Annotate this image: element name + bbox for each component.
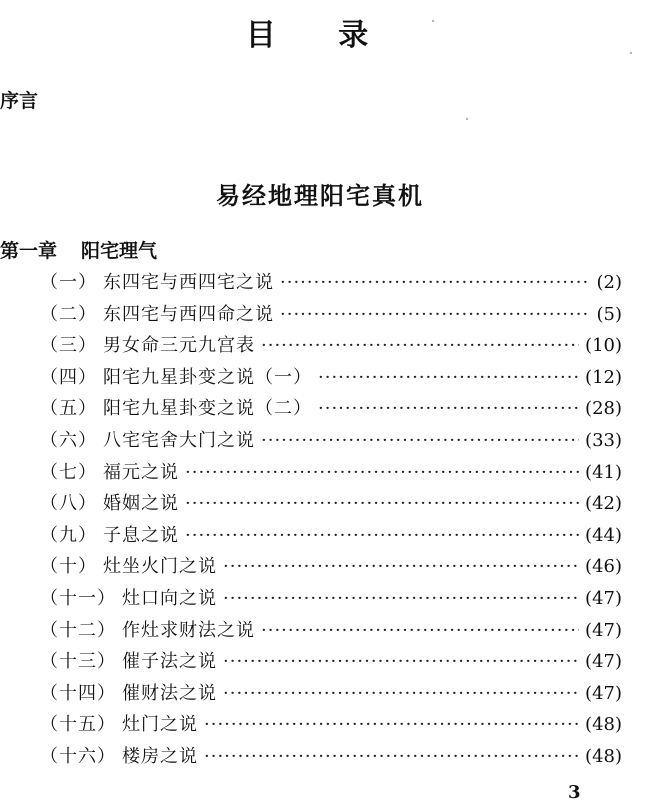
chapter-heading [0, 236, 157, 263]
toc-entry-number: （一） [40, 272, 97, 293]
toc-entry-page: (12) [585, 366, 622, 388]
toc-entry-title: 八宅宅舍大门之说 [103, 429, 255, 451]
toc-dot-leader [261, 430, 579, 451]
toc-entry [40, 584, 622, 616]
scan-speck [432, 20, 434, 22]
toc-entry-page: (47) [585, 651, 622, 673]
toc-entry [40, 742, 622, 774]
toc-dot-leader [223, 588, 579, 609]
toc-dot-leader [261, 335, 579, 356]
toc-entry-title: 灶口向之说 [122, 587, 217, 609]
scan-speck [466, 118, 468, 120]
toc-entry [40, 616, 622, 648]
toc-entry [40, 521, 622, 553]
toc-entry-title: 阳宅九星卦变之说（二） [103, 398, 312, 420]
toc-dot-leader [280, 304, 591, 325]
toc-entry-number: （十） [40, 556, 97, 578]
toc-entry-number: （十六） [40, 745, 116, 767]
chapter-title: 阳宅理气 [81, 240, 158, 262]
toc-dot-leader [223, 651, 579, 672]
toc-entry-number: （二） [40, 303, 97, 325]
toc-entry-title: 阳宅九星卦变之说（一） [103, 366, 312, 388]
toc-entry-number: （八） [40, 493, 97, 515]
toc-entry [40, 300, 622, 332]
preface-heading: 序言 [0, 90, 39, 112]
toc-dot-leader [185, 462, 579, 483]
toc-entry-number: （五） [40, 398, 97, 420]
toc-entry-page: (28) [585, 398, 622, 420]
toc-entry-title: 灶坐火门之说 [103, 556, 217, 578]
toc-dot-leader [261, 620, 579, 641]
toc-entry-number: （十四） [40, 682, 116, 704]
toc-entry-title: 东四宅与西四命之说 [103, 303, 274, 325]
toc-entry-number: （六） [40, 429, 97, 451]
toc-entry-title: 婚姻之说 [103, 493, 179, 515]
toc-entry [40, 647, 622, 679]
toc-entry-page: (44) [585, 524, 622, 546]
toc-entry-page: (5) [596, 303, 622, 325]
scan-speck [630, 52, 632, 54]
toc-entry [40, 426, 622, 458]
toc-entry-number: （九） [40, 524, 97, 546]
toc-entry-title: 东四宅与西四宅之说 [103, 272, 274, 293]
toc-dot-leader [204, 714, 579, 735]
toc-entry [40, 331, 622, 363]
toc-entry-title: 催子法之说 [122, 651, 217, 673]
toc-entry [40, 710, 622, 742]
toc-entry-title: 福元之说 [103, 461, 179, 483]
toc-dot-leader [318, 398, 579, 419]
toc-entry-title: 子息之说 [103, 524, 179, 546]
toc-entry-page: (33) [585, 429, 622, 451]
page-number: 3 [568, 782, 581, 803]
toc-dot-leader [185, 493, 579, 514]
toc-entry-title: 作灶求财法之说 [122, 619, 255, 641]
toc-entry-number: （十二） [40, 619, 116, 641]
toc-entry [40, 458, 622, 490]
toc-entry [40, 679, 622, 711]
toc-dot-leader [185, 525, 579, 546]
toc-dot-leader [280, 272, 591, 293]
toc-entry-page: (47) [585, 682, 622, 704]
toc-entry-page: (41) [585, 461, 622, 483]
toc-entry [40, 489, 622, 521]
toc-entry-page: (48) [585, 714, 622, 736]
toc-entry-page: (48) [585, 745, 622, 767]
toc-entry-page: (47) [585, 619, 622, 641]
toc-entry-title: 楼房之说 [122, 745, 198, 767]
toc-entry-number: （十一） [40, 587, 116, 609]
toc-entry-number: （七） [40, 461, 97, 483]
toc-entry-number: （三） [40, 335, 97, 357]
toc-entry-number: （十三） [40, 651, 116, 673]
book-title: 易经地理阳宅真机 [216, 181, 424, 210]
toc-entry-page: (46) [585, 556, 622, 578]
toc-entry-title: 灶门之说 [122, 714, 198, 736]
toc-entry-title: 催财法之说 [122, 682, 217, 704]
toc-dot-leader [223, 556, 579, 577]
table-of-contents [40, 268, 622, 774]
toc-entry [40, 363, 622, 395]
chapter-number: 第一章 [0, 240, 58, 262]
toc-entry-page: (42) [585, 493, 622, 515]
toc-dot-leader [223, 683, 579, 704]
toc-entry-page: (47) [585, 587, 622, 609]
toc-entry-page: (2) [596, 272, 622, 293]
toc-dot-leader [204, 746, 579, 767]
toc-dot-leader [318, 367, 579, 388]
toc-entry [40, 552, 622, 584]
page-title: 目 录 [245, 18, 395, 53]
toc-entry [40, 394, 622, 426]
toc-entry-page: (10) [585, 335, 622, 357]
toc-entry-title: 男女命三元九宫表 [103, 335, 255, 357]
toc-entry [40, 268, 622, 300]
toc-entry-number: （四） [40, 366, 97, 388]
toc-entry-number: （十五） [40, 714, 116, 736]
